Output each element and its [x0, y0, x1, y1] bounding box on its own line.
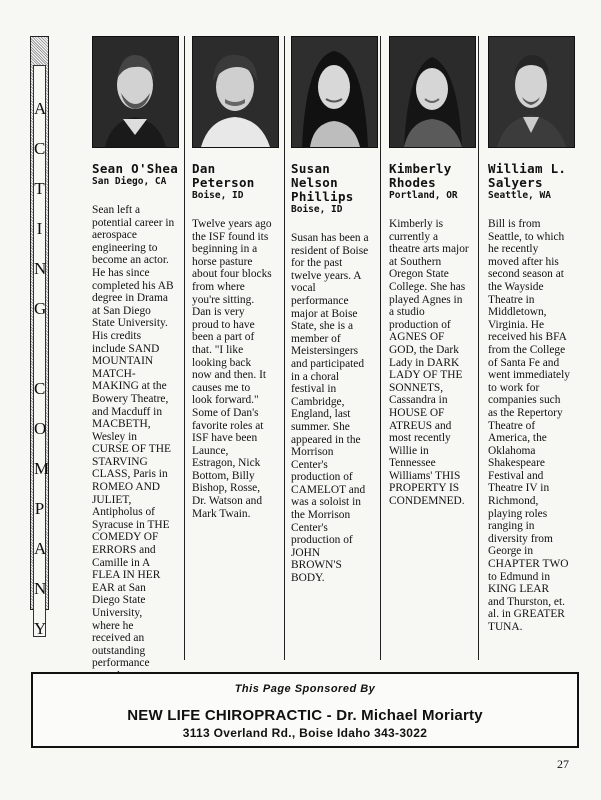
member-bio: Twelve years ago the ISF found its beginning in a horse pasture about four blocks from where you're sitting. Dan is very proud to have been a part of that. "I like looking back now and then. It causes me to look forward." Some of Dan's favorite roles at ISF have been Launce, Estragon, Nick Bottom, Billy Bishop, Rosse, Dr. Watson and Mark Twain.: [192, 218, 272, 520]
banner-letter: C: [34, 379, 46, 398]
column-divider: [380, 36, 381, 660]
banner-letter: C: [34, 139, 46, 158]
headshot-photo: [192, 36, 279, 148]
sponsor-name: NEW LIFE CHIROPRACTIC - Dr. Michael Moriarty: [127, 707, 483, 724]
sponsor-heading: This Page Sponsored By: [234, 683, 376, 695]
sponsor-address: 3113 Overland Rd., Boise Idaho 343-3022: [182, 726, 428, 740]
banner-letter: T: [34, 179, 45, 198]
member-name: Susan Nelson Phillips: [291, 161, 354, 204]
member-bio: Bill is from Seattle, to which he recently moved after his second season at the Wayside Theatre in Middletown, Virginia. He received his BFA from the College of Santa Fe and went immediately to work for companies such as the Repertory Theatre of America, the Oklahoma Shakespeare Festival and Theatre IV in Richmond, playing roles ranging in diversity from George in CHAPTER TWO to Edmund in KING LEAR and Thurston, et. al. in GREATER TUNA.: [488, 218, 570, 633]
cast-member-william-salyers: [488, 36, 576, 634]
member-hometown: Seattle, WA: [488, 190, 551, 201]
banner-letter: A: [34, 99, 47, 118]
member-bio: Kimberly is currently a theatre arts major at Southern Oregon State College. She has played Agnes in a studio production of AGNES OF GOD, the Dark Lady in DARK LADY OF THE SONNETS, Cassandra in HOUSE OF ATREUS and most recently Willie in Tennessee Williams' THIS PROPERTY IS CONDEMNED.: [389, 218, 469, 508]
cast-member-kimberly-rhodes: [389, 36, 477, 508]
headshot-photo: [389, 36, 476, 148]
banner-letter: N: [34, 579, 47, 598]
member-hometown: Boise, ID: [192, 190, 244, 201]
member-hometown: San Diego, CA: [92, 176, 167, 187]
sponsor-box: [31, 672, 579, 748]
member-name: Sean O'Shea: [92, 161, 179, 176]
banner-letter: O: [34, 419, 47, 438]
banner-letter: N: [34, 259, 47, 278]
banner-letter: P: [34, 499, 45, 518]
cast-member-susan-nelson-phillips: [291, 36, 379, 585]
column-divider: [284, 36, 285, 660]
member-bio: Susan has been a resident of Boise for the past twelve years. A vocal performance major at Boise State, she is a member of Meistersingers and participated in a choral festival in Cambridge, England, last summer. She appeared in the Morrison Center's production of CAMELOT and was a soloist in the Morrison Center's production of JOHN BROWN'S BODY.: [291, 232, 369, 585]
column-divider: [184, 36, 185, 660]
cast-member-sean-oshea: [92, 36, 180, 683]
banner-letter: Y: [34, 619, 47, 638]
banner-letter-column: [33, 65, 50, 638]
headshot-photo: [92, 36, 179, 148]
member-name: Dan Peterson: [192, 161, 255, 190]
headshot-photo: [488, 36, 575, 148]
banner-letter: A: [34, 539, 47, 558]
cast-member-dan-peterson: [192, 36, 280, 520]
acting-company-banner: [30, 36, 50, 638]
banner-letter: I: [36, 219, 43, 238]
member-hometown: Boise, ID: [291, 204, 343, 215]
banner-letter: M: [34, 459, 50, 478]
headshot-photo: [291, 36, 378, 148]
member-name: William L. Salyers: [488, 161, 567, 190]
banner-letter: G: [34, 299, 47, 318]
member-bio: Sean left a potential career in aerospace engineering to become an actor. He has since completed his AB degree in Drama at San Diego State University. His credits include SAND MOUNTAIN MATCH- MAKING at the Bowery Theatre, and Macduff in MACBETH, Wesley in CURSE OF THE STARVING CLASS, Paris in ROMEO AND JULIET, Antipholus of Syracuse in THE COMEDY OF ERRORS and Camille in A FLEA IN HER EAR at San Diego State University, where he received an outstanding performance: [92, 204, 175, 670]
column-divider: [478, 36, 479, 660]
page-number: 27: [557, 757, 569, 771]
member-name: Kimberly Rhodes: [389, 161, 452, 190]
member-hometown: Portland, OR: [389, 190, 458, 201]
